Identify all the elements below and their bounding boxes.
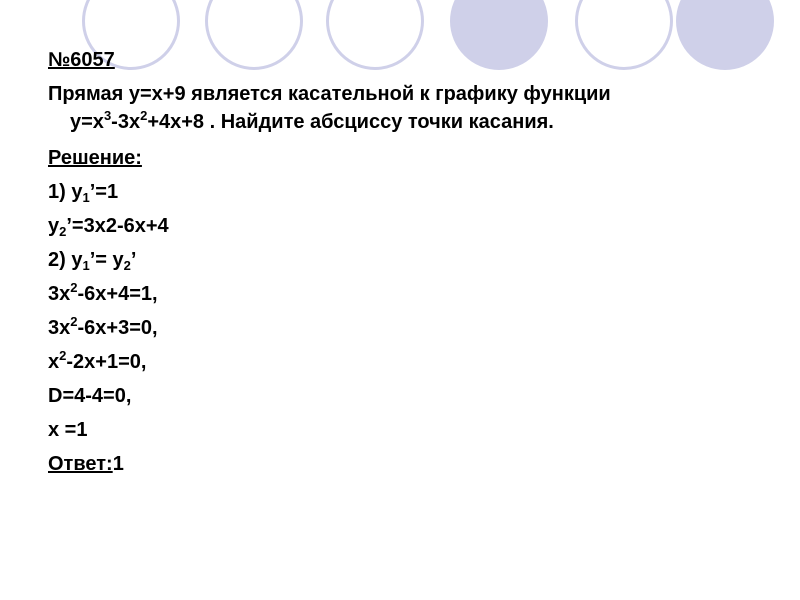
decor-circle <box>205 0 303 70</box>
answer <box>48 452 124 476</box>
answer-value: 1 <box>112 453 124 475</box>
solution-step2: 2) $y_1’= y_2$’ <box>48 249 137 273</box>
solution-equation: $3x^2-6x+4=1$, <box>48 280 158 305</box>
solution-discriminant: D=4-4=0, <box>48 385 132 407</box>
decor-circle <box>575 0 673 70</box>
solution-equation: $3x^2-6x+3=0$, <box>48 314 158 339</box>
solution-step1: 1) $y_1’=1$ <box>48 181 119 205</box>
decor-circle <box>450 0 548 70</box>
task-text-line1: Прямая y=x+9 является касательной к графику функции <box>48 83 611 105</box>
answer-label: Ответ: <box>48 453 113 475</box>
decor-circle <box>676 0 774 70</box>
solution-equation: $x^2-2x+1=0$, <box>48 348 147 373</box>
solution-step1b: $y_2’=3x2-6x+4$ <box>48 215 169 239</box>
task-text-line2: $y=x^3-3x^2+4x+8$ . Найдите абсциссу точки касания. <box>70 108 554 133</box>
decor-circle <box>326 0 424 70</box>
solution-root: x =1 <box>48 419 88 441</box>
solution-heading: Решение: <box>48 147 142 169</box>
task-number: №6057 <box>48 49 115 71</box>
